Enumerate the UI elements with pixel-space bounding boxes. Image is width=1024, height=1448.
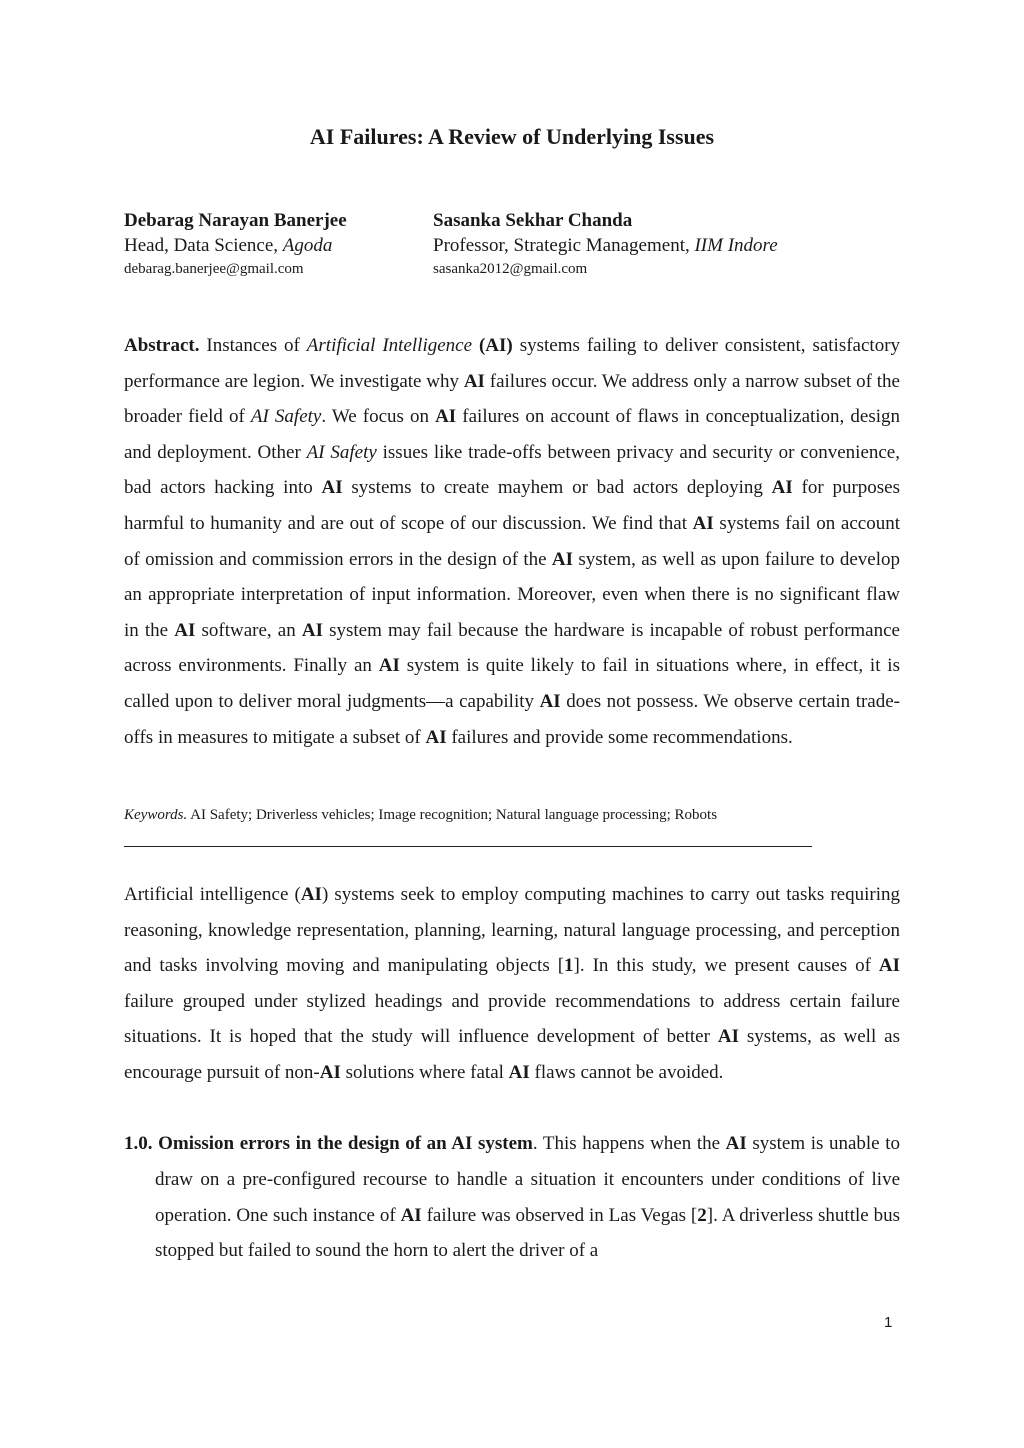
abstract-text: systems fail on account of omission and commission errors in the design of the bbox=[124, 512, 900, 570]
intro-text: solutions where fatal bbox=[340, 1061, 509, 1083]
section-text: ]. A driverless shuttle bus stopped but failed to sound the horn to alert the driver of a bbox=[155, 1204, 900, 1262]
intro-text: flaws cannot be avoided. bbox=[529, 1061, 724, 1083]
abstract-text: systems failing to deliver consistent, satisfactory performance are legion. We investigate why bbox=[124, 335, 901, 392]
section-text: system is unable to draw on a pre-configured recourse to handle a situation it encounters under conditions of live operation. One such instance of bbox=[155, 1133, 900, 1226]
section-number: 1.0. bbox=[124, 1133, 153, 1154]
abstract-text: system may fail because the hardware is incapable of robust performance across environments. Finally an bbox=[124, 619, 900, 677]
abstract-ai: AI bbox=[321, 477, 343, 499]
abstract-term: Artificial Intelligence bbox=[306, 335, 473, 356]
section-text: failure was observed in Las Vegas [ bbox=[421, 1204, 698, 1226]
author-block-1 bbox=[124, 208, 347, 280]
abstract-ai: AI bbox=[551, 548, 574, 570]
intro-text: ]. In this study, we present causes of bbox=[573, 955, 879, 977]
abstract-text: does not possess. We observe certain trade-offs in measures to mitigate a subset of bbox=[124, 690, 901, 748]
abstract-ai: AI bbox=[425, 726, 447, 748]
intro-ai: AI bbox=[508, 1061, 530, 1083]
author-affiliation bbox=[433, 233, 778, 258]
author-name: Debarag Narayan Banerjee bbox=[124, 210, 347, 231]
abstract-ai: AI bbox=[435, 406, 457, 428]
section-ai: AI bbox=[725, 1133, 747, 1154]
intro-text: ) systems seek to employ computing machines to carry out tasks requiring reasoning, knowledge representation, planning, learning, natural language processing, and perception and tasks involving moving and manipulating objects [ bbox=[124, 884, 900, 977]
abstract-ai: AI bbox=[378, 655, 400, 677]
abstract-text: failures and provide some recommendations. bbox=[446, 726, 793, 748]
abstract-ai: AI bbox=[539, 690, 561, 712]
page-number: 1 bbox=[884, 1314, 893, 1331]
intro-ai: AI bbox=[717, 1026, 739, 1048]
abstract-text: Instances of bbox=[199, 335, 307, 356]
abstract-ai: AI bbox=[692, 512, 714, 534]
intro-text: Artificial intelligence ( bbox=[124, 884, 301, 905]
section-heading: Omission errors in the design of an AI system bbox=[152, 1133, 533, 1154]
abstract-label: Abstract. bbox=[124, 335, 200, 356]
section-ai: AI bbox=[400, 1204, 422, 1226]
abstract-text: system, as well as upon failure to develop an appropriate interpretation of input information. Moreover, even when there is no significant flaw in the bbox=[124, 548, 900, 641]
author-block-2 bbox=[433, 208, 778, 280]
author-organization: Agoda bbox=[282, 235, 333, 256]
intro-text: systems, as well as encourage pursuit of non- bbox=[124, 1026, 900, 1083]
abstract-text: . We focus on bbox=[321, 406, 436, 428]
abstract-paragraph bbox=[124, 328, 900, 755]
citation-ref: 1 bbox=[564, 955, 574, 977]
author-name: Sasanka Sekhar Chanda bbox=[433, 210, 633, 231]
author-email: debarag.banerjee@gmail.com bbox=[124, 261, 304, 277]
keywords-line bbox=[124, 804, 904, 826]
intro-ai: AI bbox=[319, 1061, 341, 1083]
abstract-ai: AI bbox=[301, 619, 323, 641]
abstract-text: failures on account of flaws in conceptualization, design and deployment. Other bbox=[124, 406, 900, 463]
abstract-ai: AI bbox=[463, 370, 485, 392]
section-1-paragraph bbox=[124, 1126, 900, 1269]
citation-ref: 2 bbox=[697, 1204, 707, 1226]
author-email: sasanka2012@gmail.com bbox=[433, 261, 588, 277]
paper-title: AI Failures: A Review of Underlying Issues bbox=[309, 124, 715, 149]
author-affiliation bbox=[124, 233, 347, 258]
intro-ai: AI bbox=[300, 884, 322, 905]
author-role: Professor, Strategic Management, bbox=[433, 235, 695, 256]
abstract-divider bbox=[124, 846, 812, 847]
abstract-term: AI Safety bbox=[250, 406, 322, 428]
abstract-text: failures occur. We address only a narrow subset of the broader field of bbox=[124, 370, 900, 428]
abstract-term: AI Safety bbox=[306, 441, 377, 463]
intro-paragraph bbox=[124, 877, 900, 1091]
abstract-text: issues like trade-offs between privacy and security or convenience, bad actors hacking into bbox=[124, 441, 900, 499]
abstract-text: system is quite likely to fail in situations where, in effect, it is called upon to deliver moral judgments—a capability bbox=[124, 655, 900, 712]
section-text: . This happens when the bbox=[532, 1133, 726, 1154]
author-role: Head, Data Science, bbox=[124, 235, 283, 256]
abstract-ai: AI bbox=[771, 477, 793, 499]
abstract-text: for purposes harmful to humanity and are out of scope of our discussion. We find that bbox=[124, 477, 900, 534]
abstract-text: software, an bbox=[195, 619, 302, 641]
abstract-acronym: (AI) bbox=[478, 335, 513, 356]
keywords-text: AI Safety; Driverless vehicles; Image recognition; Natural language processing; Robots bbox=[187, 807, 718, 823]
keywords-label: Keywords. bbox=[124, 807, 188, 823]
abstract-text: systems to create mayhem or bad actors deploying bbox=[342, 477, 772, 499]
intro-text: failure grouped under stylized headings and provide recommendations to address certain failure situations. It is hoped that the study will influence development of better bbox=[124, 990, 900, 1048]
abstract-ai: AI bbox=[174, 619, 196, 641]
author-organization: IIM Indore bbox=[694, 235, 778, 256]
intro-ai: AI bbox=[878, 955, 901, 977]
